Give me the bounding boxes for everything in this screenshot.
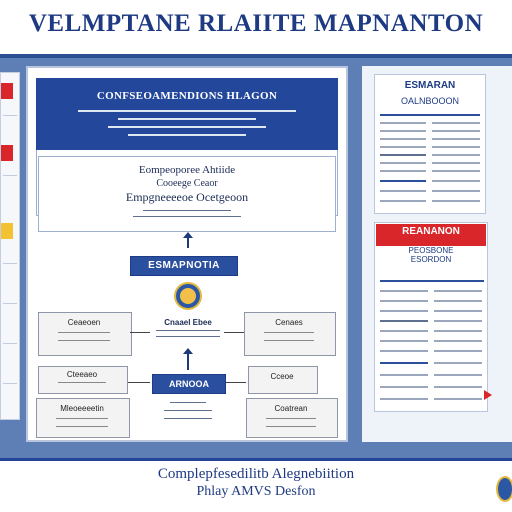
document-text-line xyxy=(380,180,426,182)
document-text-line xyxy=(434,330,482,332)
document-text-line xyxy=(432,122,480,124)
document-text-line xyxy=(380,350,428,352)
connector-line xyxy=(224,332,244,333)
strip-divider xyxy=(3,263,17,264)
box-text-line xyxy=(264,340,314,341)
document-text-line xyxy=(380,154,426,156)
document-text-line xyxy=(380,362,428,364)
document-card-1 xyxy=(374,74,486,214)
document-text-line xyxy=(380,398,428,400)
box-text-line xyxy=(56,426,108,427)
document-text-line xyxy=(380,190,426,192)
document-text-line xyxy=(432,130,480,132)
header-text-line xyxy=(108,126,266,128)
document-card-1-subtitle: OALNBOOON xyxy=(400,96,459,106)
connector-line xyxy=(226,382,246,383)
left-sidebar-strip xyxy=(0,72,20,420)
right-box-1-label: Cenaes xyxy=(275,318,303,327)
node-text-line xyxy=(164,410,212,411)
document-text-line xyxy=(380,122,426,124)
document-text-line xyxy=(380,374,428,376)
document-text-line xyxy=(380,290,428,292)
document-text-line xyxy=(380,162,426,164)
strip-marker-red xyxy=(1,145,13,161)
document-text-line xyxy=(432,200,480,202)
box-text-line xyxy=(56,418,108,419)
connector-arrow-up-icon xyxy=(183,232,193,238)
document-text-line xyxy=(432,190,480,192)
document-text-line xyxy=(434,310,482,312)
center-node-line xyxy=(156,336,220,337)
diagram-panel xyxy=(26,66,348,442)
connector-arrow-up-icon xyxy=(183,348,193,354)
document-text-line xyxy=(380,340,428,342)
strip-marker-yellow xyxy=(1,223,13,239)
center-node-label: Cnaael Ebee xyxy=(164,318,212,327)
document-text-line xyxy=(434,398,482,400)
strip-divider xyxy=(3,343,17,344)
main-box-text-line xyxy=(133,216,241,217)
document-text-line xyxy=(434,350,482,352)
right-box-3-label: Coatrean xyxy=(274,404,308,413)
document-text-line xyxy=(380,320,428,322)
document-card-1-title: ESMARAN xyxy=(404,80,456,91)
box-text-line xyxy=(266,426,316,427)
document-text-line xyxy=(432,146,480,148)
box-text-line xyxy=(58,340,110,341)
document-text-line xyxy=(432,162,480,164)
document-card-2-title: REANANON xyxy=(402,226,460,237)
diagram-header-bar xyxy=(36,78,338,150)
document-text-line xyxy=(380,200,426,202)
document-text-line xyxy=(380,130,426,132)
document-text-line xyxy=(380,170,426,172)
left-box-3-label: Mleoeeeetin xyxy=(60,404,104,413)
box-text-line xyxy=(58,382,106,383)
document-text-line xyxy=(380,310,428,312)
main-box-line-1: Eompeoporee Ahtiide xyxy=(138,164,236,176)
main-box-text-line xyxy=(143,210,231,211)
center-node-line xyxy=(156,330,220,331)
node-text-line xyxy=(164,418,212,419)
strip-divider xyxy=(3,383,17,384)
document-card-2-subtitle-line-2: ESORDON xyxy=(410,255,452,264)
document-text-line xyxy=(434,362,482,364)
connector-line xyxy=(128,382,150,383)
node-text-line xyxy=(170,402,206,403)
document-text-line xyxy=(434,340,482,342)
box-text-line xyxy=(264,332,314,333)
strip-marker-red xyxy=(1,83,13,99)
document-text-line xyxy=(380,386,428,388)
document-card-2-subtitle-line-1: PEOSBONE xyxy=(408,246,454,255)
page-title: VELMPTANE RLAIITE MAPNANTON xyxy=(28,10,484,37)
document-text-line xyxy=(434,320,482,322)
header-text-line xyxy=(118,118,256,120)
document-text-line xyxy=(380,300,428,302)
document-text-line xyxy=(432,170,480,172)
document-text-line xyxy=(380,138,426,140)
left-box-1-label: Ceaeoen xyxy=(67,318,101,327)
strip-divider xyxy=(3,303,17,304)
arrow-right-icon xyxy=(484,390,492,400)
main-box-line-2: Cooeege Ceaor xyxy=(156,178,218,189)
document-text-line xyxy=(380,280,484,282)
seal-center-icon xyxy=(180,288,196,304)
document-card-2-subtitle xyxy=(376,246,486,264)
footer-line-1: Complepfesedilitb Alegnebiition xyxy=(157,466,355,482)
strip-divider xyxy=(3,115,17,116)
footer-line-2: Phlay AMVS Desfon xyxy=(196,484,316,499)
footer-seal-icon xyxy=(496,476,512,502)
connector-line xyxy=(130,332,150,333)
document-text-line xyxy=(432,138,480,140)
header-text-line xyxy=(128,134,246,136)
document-text-line xyxy=(434,290,482,292)
section-label: ESMAPNOTIA xyxy=(130,256,238,276)
strip-divider xyxy=(3,175,17,176)
document-text-line xyxy=(380,330,428,332)
header-text-line xyxy=(78,110,296,112)
document-text-line xyxy=(380,114,480,116)
box-text-line xyxy=(266,418,316,419)
right-box-2-label: Cceoe xyxy=(270,372,294,381)
left-box-2-label: Cteeaeo xyxy=(66,370,98,379)
diagram-title: CONFSEOAMENDIONS HLAGON xyxy=(96,90,278,102)
document-text-line xyxy=(432,180,480,182)
process-node: ARNOOA xyxy=(152,374,226,394)
main-box-line-3: Empgneeeeoe Ocetgeoon xyxy=(125,190,249,204)
box-text-line xyxy=(58,332,110,333)
document-text-line xyxy=(432,154,480,156)
document-text-line xyxy=(434,300,482,302)
document-text-line xyxy=(434,374,482,376)
document-text-line xyxy=(434,386,482,388)
document-text-line xyxy=(380,146,426,148)
